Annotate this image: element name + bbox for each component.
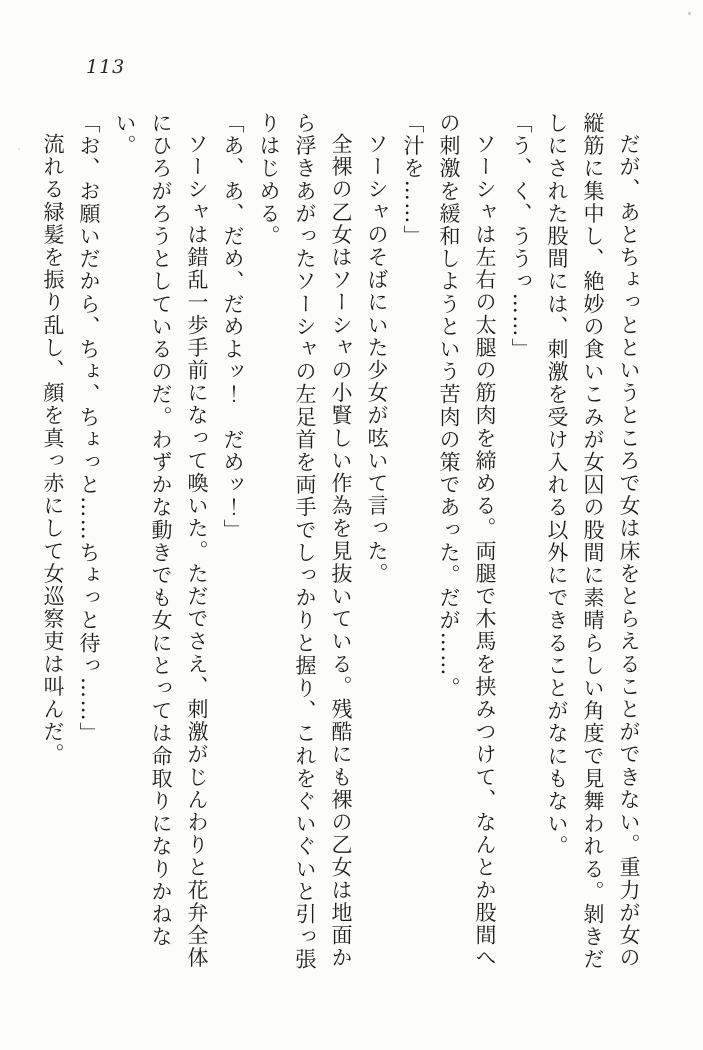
page-number: 113 xyxy=(86,56,126,78)
paragraph-narration: 流れる緑髪を振り乱し、顔を真っ赤にして女巡察吏は叫んだ。 xyxy=(41,133,65,766)
paragraph-narration: ソーシャのそばにいた少女が呟いて言った。 xyxy=(365,133,389,585)
paragraph-narration: だが、あとちょっとというところで女は床をとらえることができない。重力が女の縦筋に集中し、絶妙の食いこみが女囚の股間に素晴らしい角度で見舞われる。剝きだしにされた股間には、刺激を受け入れる以外にできることがなにもない。 xyxy=(545,112,641,971)
paragraph-dialogue: 「あ、あ、だめ、だめよッ！ だめッ！」 xyxy=(221,112,245,542)
paragraph-dialogue: 「お、お願いだから、ちょ、ちょっと……ちょっと待っ……」 xyxy=(77,112,101,745)
body-text xyxy=(35,112,647,978)
paragraph-narration: 全裸の乙女はソーシャの小賢しい作為を見抜いている。残酷にも裸の乙女は地面から浮きあがったソーシャの左足首を両手でしっかりと握り、これをぐいぐいと引っ張りはじめる。 xyxy=(257,112,353,971)
paragraph-narration: ソーシャは左右の太腿の筋肉を締める。両腿で木馬を挟みつけて、なんとか股間への刺激を緩和しようという苦肉の策であった。だが……。 xyxy=(437,112,497,970)
paragraph-dialogue: 「う、く、ううっ……」 xyxy=(509,112,533,361)
paragraph-narration: ソーシャは錯乱一歩手前になって喚いた。ただでさえ、刺激がじんわりと花弁全体にひろがろうとしているのだ。わずかな動きでも女にとっては命取りになりかねない。 xyxy=(113,112,209,970)
paper-speck xyxy=(688,12,691,15)
paragraph-dialogue: 「汁を……」 xyxy=(401,112,425,248)
paper-speck xyxy=(18,148,20,150)
